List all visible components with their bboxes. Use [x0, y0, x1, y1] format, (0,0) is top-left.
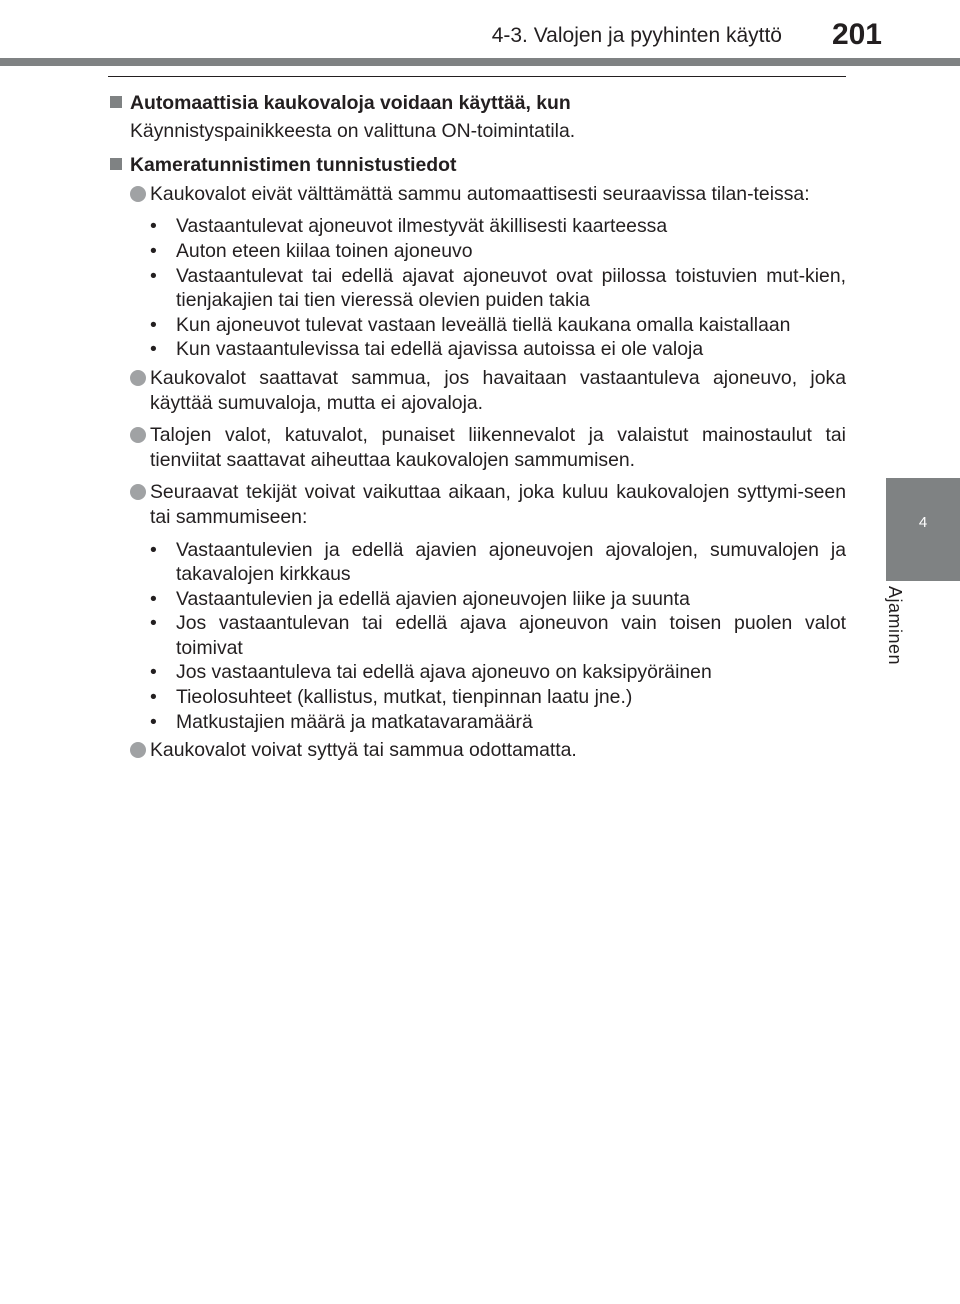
sub-list-item: • Kun vastaantulevissa tai edellä ajavissa autoissa ei ole valoja	[150, 338, 704, 361]
dot-mark-icon: •	[150, 612, 157, 635]
chapter-number: 4	[918, 514, 928, 531]
circle-bullet-icon	[130, 427, 146, 443]
dot-mark-icon: •	[150, 338, 157, 361]
list-item	[110, 480, 846, 529]
header-rule	[0, 58, 960, 66]
dot-mark-icon: •	[150, 686, 157, 709]
dot-mark-icon: •	[150, 313, 157, 336]
sub-list-item: • Jos vastaantuleva tai edellä ajava ajoneuvo on kaksipyöräinen	[150, 661, 712, 684]
sub-list-item: • Vastaantulevien ja edellä ajavien ajoneuvojen ajovalojen, sumuvalojen ja takavalojen kirkkaus	[150, 538, 846, 586]
section-heading-text: Automaattisia kaukovaloja voidaan käyttää, kun	[130, 92, 571, 114]
square-bullet-icon	[110, 158, 122, 170]
page-number: 201	[831, 18, 882, 51]
section-heading-text: Kameratunnistimen tunnistustiedot	[130, 154, 457, 177]
sub-list-item: • Vastaantulevien ja edellä ajavien ajoneuvojen liike ja suunta	[150, 587, 690, 610]
list-item	[110, 366, 846, 415]
dot-mark-icon: •	[150, 661, 157, 684]
circle-bullet-icon	[130, 742, 146, 758]
list-item-text: Seuraavat tekijät voivat vaikuttaa aikaan, joka kuluu kaukovalojen syttymi-seen tai sammumiseen:	[150, 481, 846, 528]
dot-mark-icon: •	[150, 710, 157, 733]
dot-mark-icon: •	[150, 239, 157, 262]
sub-list-item: • Kun ajoneuvot tulevat vastaan leveällä tiellä kaukana omalla kaistallaan	[150, 313, 791, 336]
sub-list-item: • Tieolosuhteet (kallistus, mutkat, tienpinnan laatu jne.)	[150, 686, 633, 709]
circle-bullet-icon	[130, 186, 146, 202]
list-item-text: Kaukovalot voivat syttyä tai sammua odottamatta.	[150, 739, 577, 762]
sub-list-item: • Vastaantulevat ajoneuvot ilmestyvät äkillisesti kaarteessa	[150, 215, 668, 238]
square-bullet-icon	[110, 96, 122, 108]
chapter-label-container	[884, 586, 924, 696]
header-section-title: 4-3. Valojen ja pyyhinten käyttö	[491, 24, 782, 47]
list-item	[110, 738, 846, 763]
list-item-text: Talojen valot, katuvalot, punaiset liikennevalot ja valaistut mainostaulut tai tienviitat saattavat aiheuttaa kaukovalojen sammumisen.	[150, 424, 846, 471]
dot-mark-icon: •	[150, 538, 157, 561]
page-header	[0, 0, 960, 68]
sub-list-item: • Vastaantulevat tai edellä ajavat ajoneuvot ovat piilossa toistuvien mut-kien, tienjakajien tai tien vieressä olevien puiden takia	[150, 264, 846, 312]
circle-bullet-icon	[130, 484, 146, 500]
list-item	[110, 182, 846, 207]
content-top-rule	[108, 76, 846, 77]
dot-mark-icon: •	[150, 587, 157, 610]
page-content	[110, 91, 846, 763]
sub-list-item: • Jos vastaantulevan tai edellä ajava ajoneuvon vain toisen puolen valot toimivat	[150, 612, 846, 659]
section-heading	[110, 153, 846, 178]
sub-list	[150, 214, 846, 362]
sub-list-item: • Matkustajien määrä ja matkatavaramäärä	[150, 710, 533, 733]
sub-list	[150, 538, 846, 735]
list-item-text: Kaukovalot eivät välttämättä sammu automaattisesti seuraavissa tilan-teissa:	[150, 182, 810, 205]
dot-mark-icon: •	[150, 264, 157, 287]
sub-list-item: • Auton eteen kiilaa toinen ajoneuvo	[150, 239, 473, 262]
circle-bullet-icon	[130, 370, 146, 386]
section-paragraph: Käynnistyspainikkeesta on valittuna ON-toimintatila.	[130, 119, 576, 142]
section-heading	[110, 91, 846, 116]
dot-mark-icon: •	[150, 215, 157, 238]
list-item-text: Kaukovalot saattavat sammua, jos havaitaan vastaantuleva ajoneuvo, joka käyttää sumuvaloja, mutta ei ajovaloja.	[150, 366, 846, 414]
list-item	[110, 423, 846, 472]
chapter-label: Ajaminen	[885, 586, 905, 666]
